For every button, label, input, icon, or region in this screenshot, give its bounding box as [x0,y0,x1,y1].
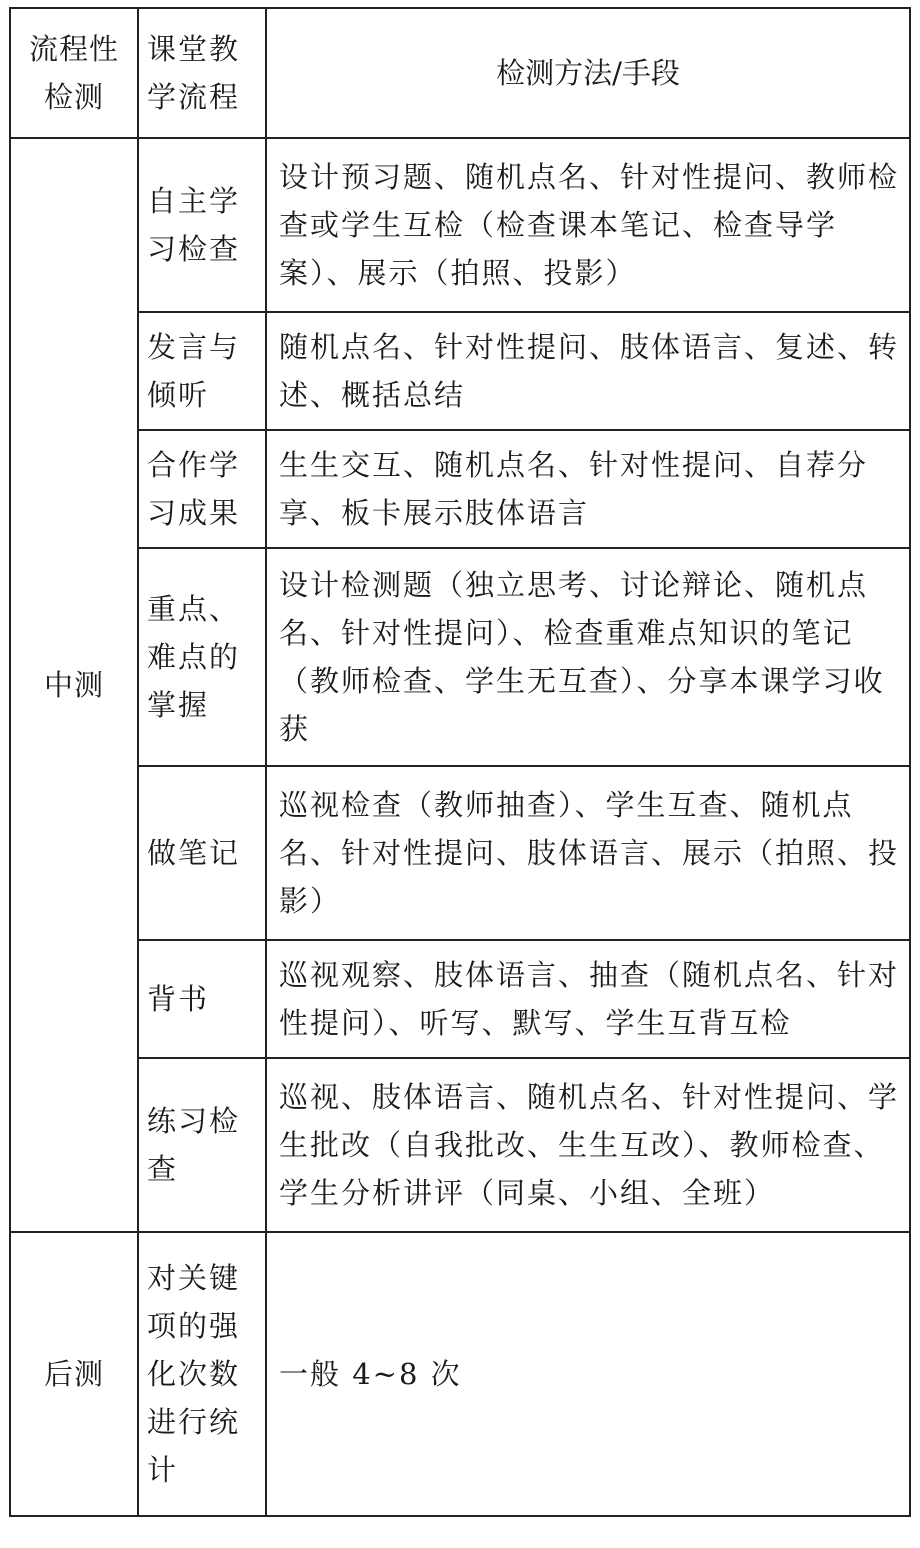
method-cell: 一般 4~8 次 [266,1232,910,1516]
step-cell: 重点、难点的掌握 [138,548,266,766]
table-row [10,548,910,766]
step-cell: 发言与倾听 [138,312,266,430]
step-cell: 背书 [138,940,266,1058]
method-cell: 巡视、肢体语言、随机点名、针对性提问、学生批改（自我批改、生生互改）、教师检查、学生分析讲评（同桌、小组、全班） [266,1058,910,1232]
table-row [10,766,910,940]
method-cell: 生生交互、随机点名、针对性提问、自荐分享、板卡展示肢体语言 [266,430,910,548]
method-cell: 巡视检查（教师抽查）、学生互查、随机点名、针对性提问、肢体语言、展示（拍照、投影） [266,766,910,940]
step-cell: 对关键项的强化次数进行统计 [138,1232,266,1516]
step-cell: 做笔记 [138,766,266,940]
header-teaching-process: 课堂教学流程 [138,8,266,138]
table-row [10,1232,910,1516]
header-process-detection: 流程性检测 [10,8,138,138]
method-cell: 设计预习题、随机点名、针对性提问、教师检查或学生互检（检查课本笔记、检查导学案）、展示（拍照、投影） [266,138,910,312]
method-cell: 设计检测题（独立思考、讨论辩论、随机点名、针对性提问）、检查重难点知识的笔记（教师检查、学生无互查）、分享本课学习收获 [266,548,910,766]
step-cell: 练习检查 [138,1058,266,1232]
method-cell: 巡视观察、肢体语言、抽查（随机点名、针对性提问）、听写、默写、学生互背互检 [266,940,910,1058]
stage-mid-test: 中测 [10,138,138,1232]
header-detection-method: 检测方法/手段 [266,8,910,138]
table-row [10,312,910,430]
table-row [10,138,910,312]
table-row [10,940,910,1058]
header-row [10,8,910,138]
method-cell: 随机点名、针对性提问、肢体语言、复述、转述、概括总结 [266,312,910,430]
step-cell: 自主学习检查 [138,138,266,312]
stage-post-test: 后测 [10,1232,138,1516]
detection-table [9,7,911,1517]
table-row [10,430,910,548]
step-cell: 合作学习成果 [138,430,266,548]
table-row [10,1058,910,1232]
